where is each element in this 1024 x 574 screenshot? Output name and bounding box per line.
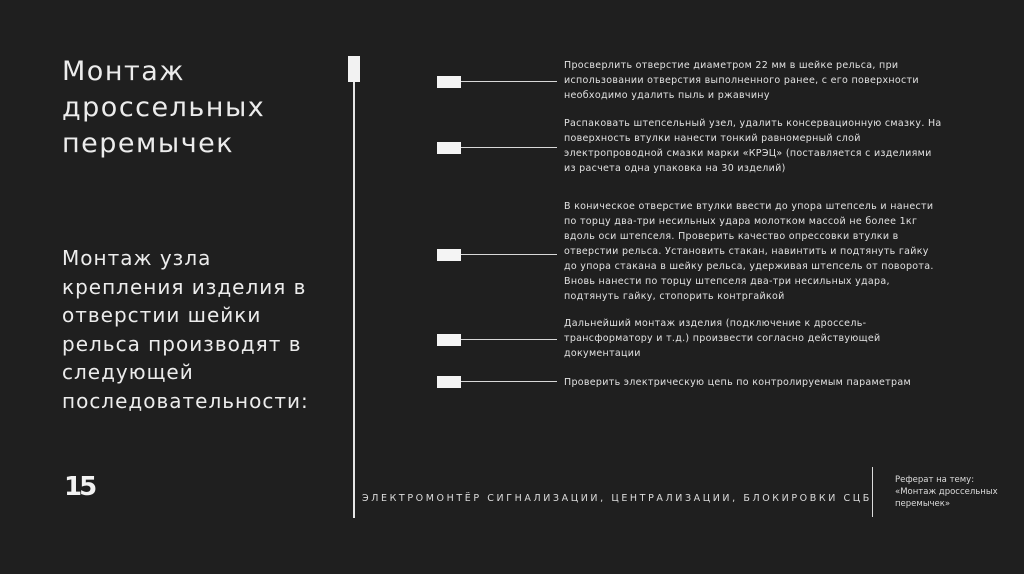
step-connector	[461, 147, 557, 148]
step-connector	[461, 339, 557, 340]
step-marker	[437, 334, 461, 346]
step-marker	[437, 76, 461, 88]
step-text: Распаковать штепсельный узел, удалить консервационную смазку. На поверхность втулки нанести тонкий равномерный слой электропроводной смазки марки «КРЭЦ» (поставляется с изделиями из расчета одна упаковка на 30 изделий)	[564, 118, 942, 174]
step-marker	[437, 376, 461, 388]
timeline-cap	[348, 56, 360, 82]
step-marker	[437, 142, 461, 154]
footer-course: ЭЛЕКТРОМОНТЁР СИГНАЛИЗАЦИИ, ЦЕНТРАЛИЗАЦИИ, БЛОКИРОВКИ СЦБ	[362, 493, 872, 504]
step-marker	[437, 249, 461, 261]
step-connector	[461, 381, 557, 382]
step-connector	[461, 81, 557, 82]
step-text: В коническое отверстие втулки ввести до упора штепсель и нанести по торцу два-три несильных удара молотком массой не более 1кг вдоль оси штепселя. Проверить качество опрессовки втулки в отверстии рельса. Установить стакан, навинтить и подтянуть гайку до упора стакана в шейку рельса, удерживая штепсель от поворота. Вновь нанести по торцу штепселя два-три несильных удара, подтянуть гайку, стопорить контргайкой	[564, 201, 934, 302]
slide-subtitle: Монтаж узла крепления изделия в отверстии шейки рельса производят в следующей последовательности:	[62, 246, 309, 413]
timeline-line	[353, 60, 355, 518]
step-connector	[461, 254, 557, 255]
step-text: Просверлить отверстие диаметром 22 мм в шейке рельса, при использовании отверстия выполненного ранее, с его поверхности необходимо удалить пыль и ржавчину	[564, 60, 919, 101]
page-number: 15	[64, 472, 95, 502]
footer-divider	[872, 467, 873, 517]
footer-reference: Реферат на тему: «Монтаж дроссельных перемычек»	[895, 475, 998, 509]
slide-title: Монтаж дроссельных перемычек	[62, 56, 266, 159]
step-text: Дальнейший монтаж изделия (подключение к дроссель-трансформатору и т.д.) произвести согласно действующей документации	[564, 318, 881, 359]
step-text: Проверить электрическую цепь по контролируемым параметрам	[564, 377, 911, 388]
